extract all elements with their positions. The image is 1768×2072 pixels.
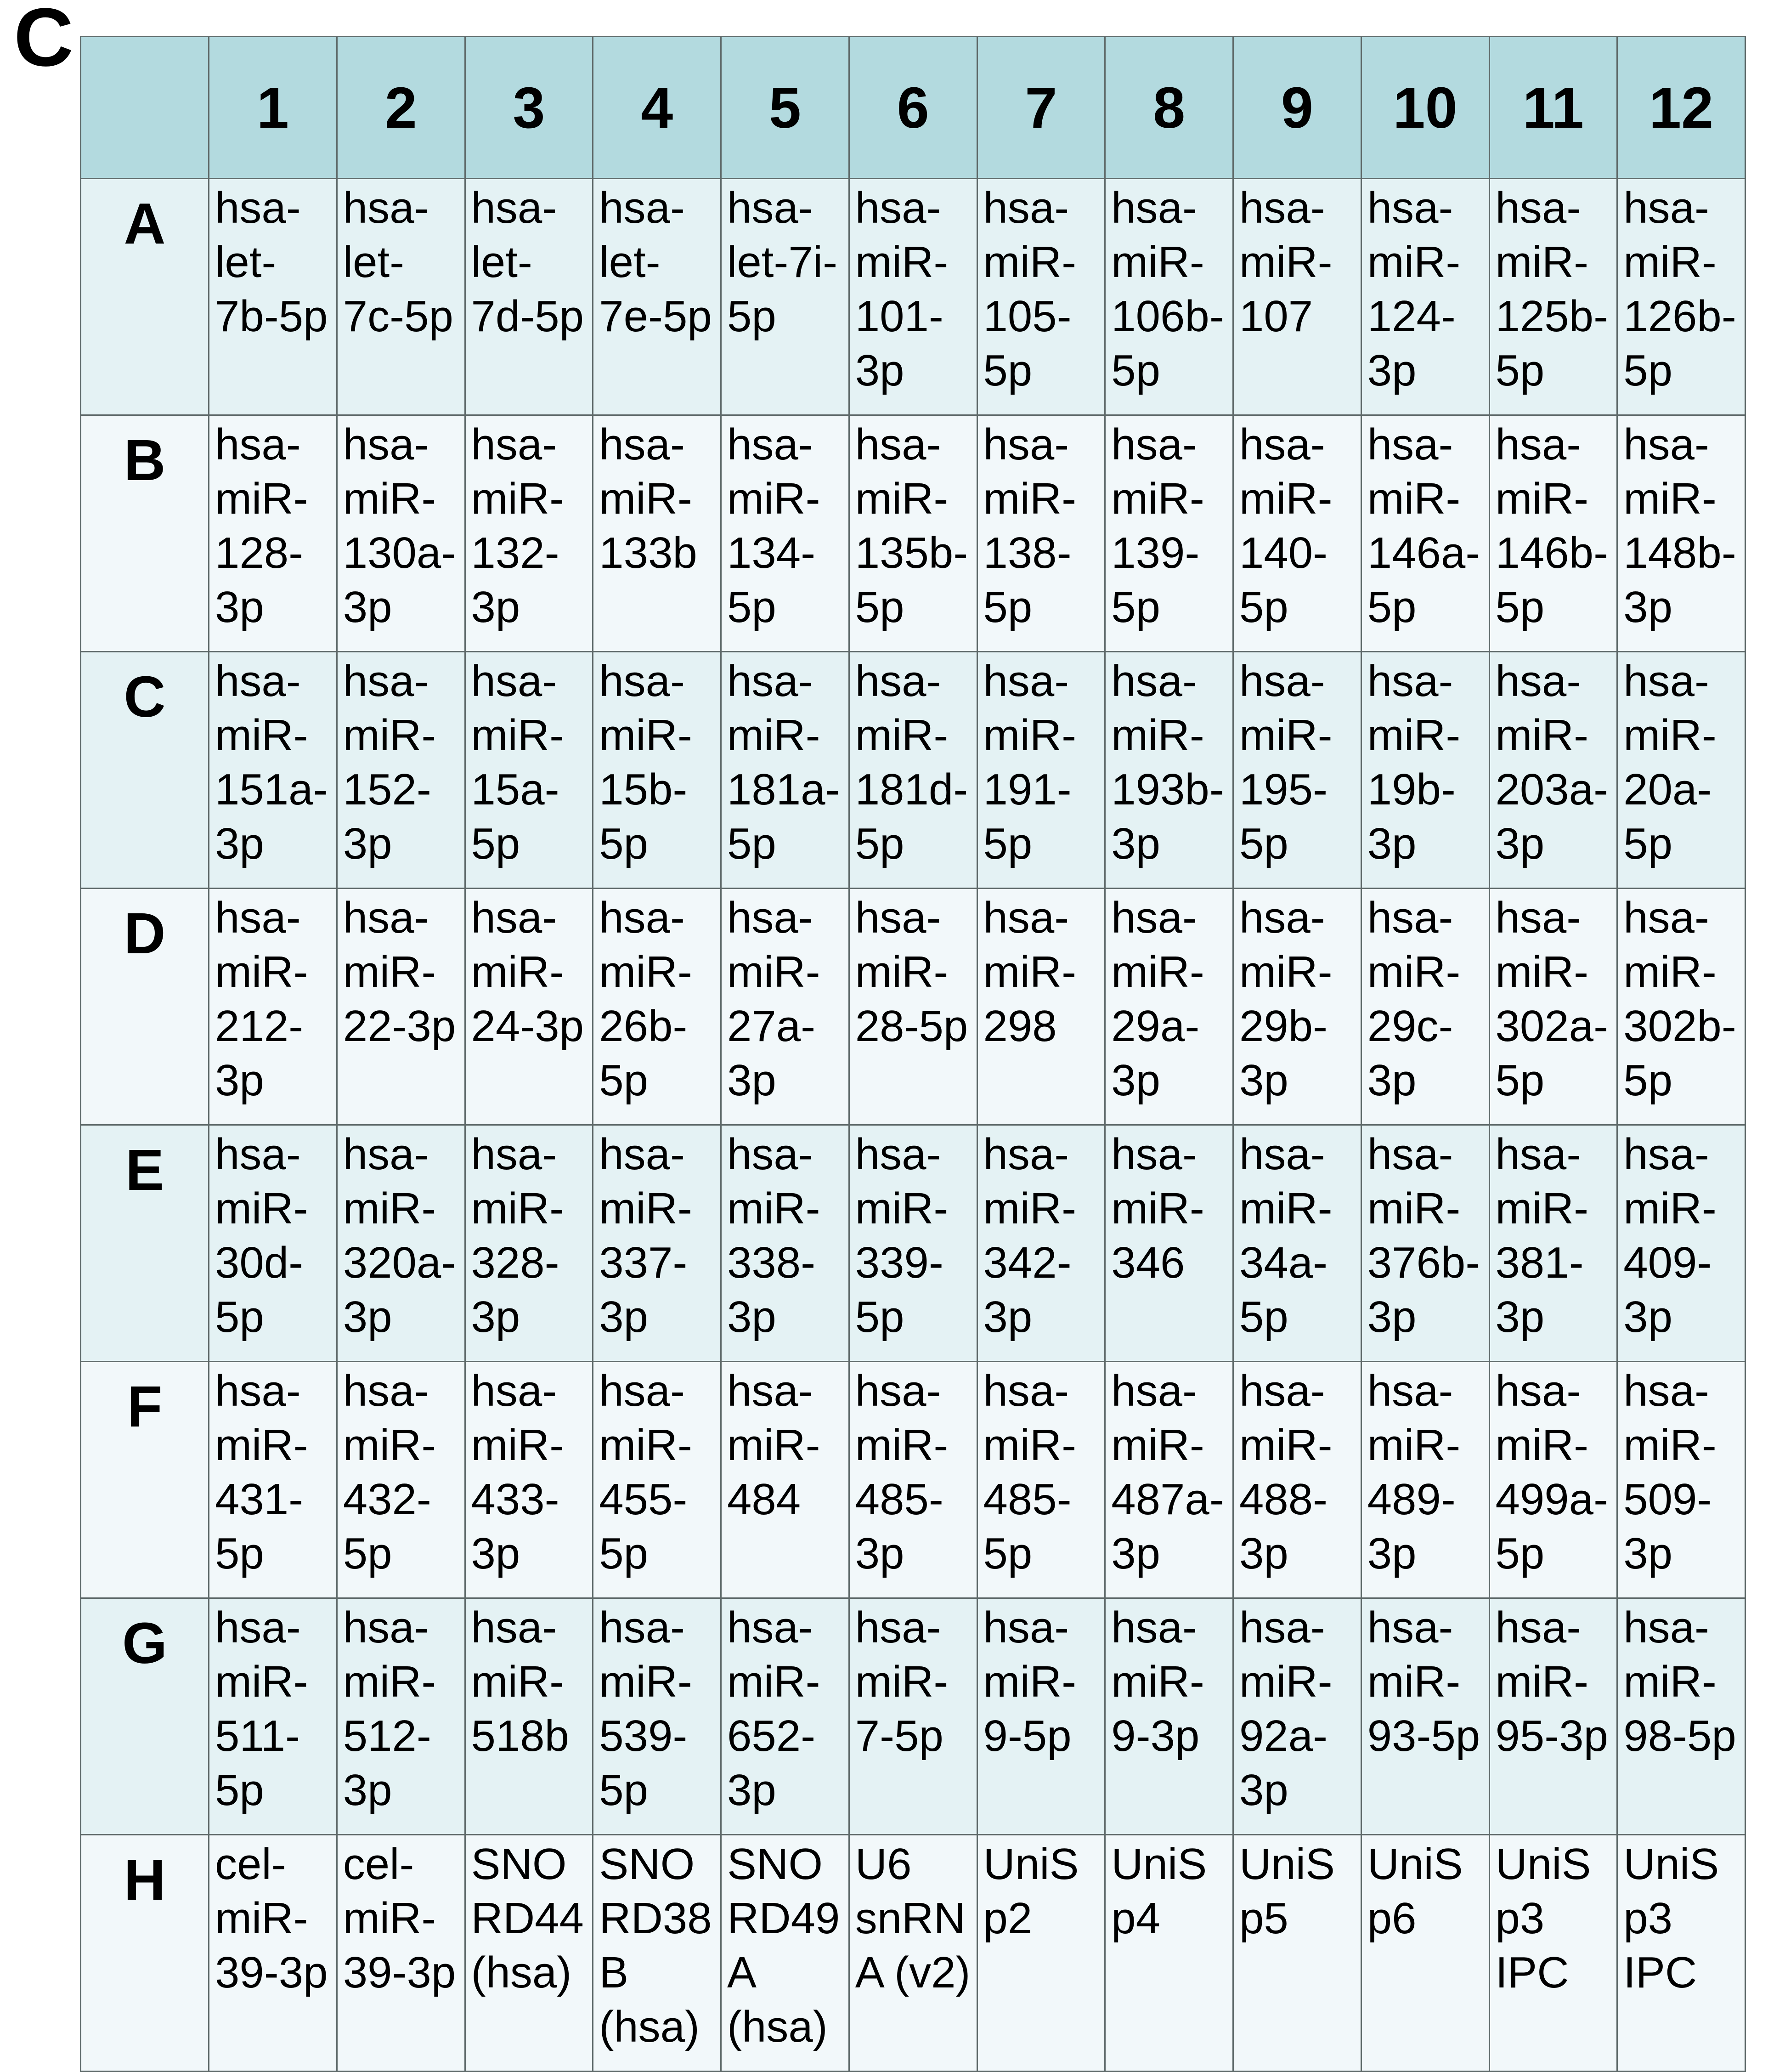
column-header-6: 6 (849, 37, 977, 179)
plate-row-E (81, 1125, 1745, 1362)
well-F4 (593, 1362, 721, 1598)
well-label: cel- miR- 39-3p (343, 1840, 456, 1997)
well-G10 (1361, 1598, 1489, 1835)
well-D3 (465, 889, 593, 1125)
well-label: hsa- miR- 152- 3p (343, 657, 436, 868)
well-label: UniS p4 (1111, 1840, 1207, 1943)
well-label: hsa- miR- 138- 5p (983, 420, 1077, 632)
well-label: hsa- miR- 133b (599, 420, 697, 577)
well-label: hsa- miR- 337- 3p (599, 1130, 692, 1342)
well-label: hsa- miR- 298 (983, 893, 1077, 1051)
well-label: hsa- miR- 7-5p (855, 1603, 949, 1761)
well-F1 (209, 1362, 337, 1598)
well-F3 (465, 1362, 593, 1598)
well-F8 (1105, 1362, 1233, 1598)
well-label: hsa- miR- 9-5p (983, 1603, 1077, 1761)
well-label: hsa- miR- 409- 3p (1623, 1130, 1717, 1342)
well-label: hsa- miR- 489- 3p (1367, 1366, 1461, 1578)
well-D12 (1617, 889, 1745, 1125)
column-header-11: 11 (1489, 37, 1617, 179)
row-label-H: H (81, 1835, 209, 2072)
well-label: hsa- miR- 338- 3p (727, 1130, 820, 1342)
well-label: UniS p3 IPC (1495, 1840, 1591, 1997)
well-label: hsa- miR- 302a- 5p (1495, 893, 1609, 1105)
well-C4 (593, 652, 721, 889)
well-G5 (721, 1598, 849, 1835)
well-C9 (1233, 652, 1361, 889)
column-header-4: 4 (593, 37, 721, 179)
well-label: hsa- let- 7b-5p (215, 183, 328, 341)
well-E5 (721, 1125, 849, 1362)
well-label: hsa- miR- 342- 3p (983, 1130, 1077, 1342)
plate-row-D (81, 889, 1745, 1125)
well-label: hsa- miR- 9-3p (1111, 1603, 1204, 1761)
well-label: hsa- miR- 485- 5p (983, 1366, 1077, 1578)
plate-row-G (81, 1598, 1745, 1835)
well-label: hsa- miR- 15a- 5p (471, 657, 565, 868)
well-label: hsa- miR- 518b (471, 1603, 570, 1761)
well-H12 (1617, 1835, 1745, 2072)
well-H6 (849, 1835, 977, 2072)
well-B4 (593, 415, 721, 652)
well-A9 (1233, 179, 1361, 415)
well-A1 (209, 179, 337, 415)
well-label: hsa- miR- 139- 5p (1111, 420, 1204, 632)
column-header-3: 3 (465, 37, 593, 179)
well-label: cel- miR- 39-3p (215, 1840, 328, 1997)
well-H8 (1105, 1835, 1233, 2072)
well-label: hsa- miR- 19b- 3p (1367, 657, 1461, 868)
well-label: hsa- miR- 126b- 5p (1623, 183, 1736, 395)
well-label: hsa- miR- 134- 5p (727, 420, 820, 632)
well-A7 (977, 179, 1105, 415)
well-label: hsa- miR- 512- 3p (343, 1603, 436, 1815)
well-G8 (1105, 1598, 1233, 1835)
well-label: hsa- miR- 151a- 3p (215, 657, 328, 868)
well-G1 (209, 1598, 337, 1835)
well-label: hsa- miR- 146b- 5p (1495, 420, 1609, 632)
well-C8 (1105, 652, 1233, 889)
well-F11 (1489, 1362, 1617, 1598)
well-A3 (465, 179, 593, 415)
well-label: hsa- miR- 193b- 3p (1111, 657, 1224, 868)
well-D7 (977, 889, 1105, 1125)
well-H1 (209, 1835, 337, 2072)
row-label-F: F (81, 1362, 209, 1598)
well-label: hsa- miR- 26b- 5p (599, 893, 692, 1105)
well-F12 (1617, 1362, 1745, 1598)
well-E1 (209, 1125, 337, 1362)
well-label: hsa- miR- 130a- 3p (343, 420, 456, 632)
well-A12 (1617, 179, 1745, 415)
well-A8 (1105, 179, 1233, 415)
well-label: UniS p6 (1367, 1840, 1463, 1943)
column-header-8: 8 (1105, 37, 1233, 179)
well-D2 (337, 889, 465, 1125)
well-A6 (849, 179, 977, 415)
row-label-E: E (81, 1125, 209, 1362)
well-label: hsa- miR- 98-5p (1623, 1603, 1736, 1761)
well-label: hsa- miR- 339- 5p (855, 1130, 949, 1342)
well-B8 (1105, 415, 1233, 652)
well-B10 (1361, 415, 1489, 652)
column-header-1: 1 (209, 37, 337, 179)
well-C5 (721, 652, 849, 889)
well-label: hsa- miR- 487a- 3p (1111, 1366, 1224, 1578)
well-E10 (1361, 1125, 1489, 1362)
well-label: hsa- miR- 499a- 5p (1495, 1366, 1609, 1578)
well-H10 (1361, 1835, 1489, 2072)
row-label-B: B (81, 415, 209, 652)
plate-row-A (81, 179, 1745, 415)
well-A4 (593, 179, 721, 415)
well-A2 (337, 179, 465, 415)
well-D6 (849, 889, 977, 1125)
well-C1 (209, 652, 337, 889)
column-header-row (81, 37, 1745, 179)
well-label: SNO RD38 B (hsa) (599, 1840, 712, 2051)
well-label: hsa- miR- 15b- 5p (599, 657, 692, 868)
well-label: hsa- miR- 34a- 5p (1239, 1130, 1333, 1342)
well-label: hsa- miR- 124- 3p (1367, 183, 1461, 395)
well-A10 (1361, 179, 1489, 415)
well-E4 (593, 1125, 721, 1362)
well-label: hsa- miR- 181d- 5p (855, 657, 968, 868)
well-label: SNO RD44 (hsa) (471, 1840, 584, 1997)
well-label: hsa- miR- 191- 5p (983, 657, 1077, 868)
row-label-G: G (81, 1598, 209, 1835)
well-H2 (337, 1835, 465, 2072)
row-label-A: A (81, 179, 209, 415)
well-F5 (721, 1362, 849, 1598)
well-label: hsa- miR- 346 (1111, 1130, 1204, 1287)
well-B7 (977, 415, 1105, 652)
well-label: hsa- miR- 95-3p (1495, 1603, 1609, 1761)
well-H9 (1233, 1835, 1361, 2072)
well-H7 (977, 1835, 1105, 2072)
well-C12 (1617, 652, 1745, 889)
well-D9 (1233, 889, 1361, 1125)
well-B12 (1617, 415, 1745, 652)
well-label: hsa- let- 7e-5p (599, 183, 712, 341)
row-label-D: D (81, 889, 209, 1125)
well-E6 (849, 1125, 977, 1362)
well-label: U6 snRN A (v2) (855, 1840, 971, 1997)
well-label: hsa- miR- 328- 3p (471, 1130, 565, 1342)
well-label: hsa- miR- 92a- 3p (1239, 1603, 1333, 1815)
panel-label: C (14, 0, 73, 84)
well-F9 (1233, 1362, 1361, 1598)
well-C10 (1361, 652, 1489, 889)
plate-body (81, 179, 1745, 2072)
well-D10 (1361, 889, 1489, 1125)
well-D1 (209, 889, 337, 1125)
well-C6 (849, 652, 977, 889)
well-label: hsa- miR- 29c- 3p (1367, 893, 1461, 1105)
well-label: hsa- miR- 432- 5p (343, 1366, 436, 1578)
well-label: hsa- miR- 132- 3p (471, 420, 565, 632)
well-B11 (1489, 415, 1617, 652)
well-label: hsa- miR- 140- 5p (1239, 420, 1333, 632)
well-label: hsa- miR- 320a- 3p (343, 1130, 456, 1342)
well-label: hsa- miR- 381- 3p (1495, 1130, 1589, 1342)
well-label: hsa- miR- 146a- 5p (1367, 420, 1480, 632)
well-E11 (1489, 1125, 1617, 1362)
well-label: UniS p3 IPC (1623, 1840, 1719, 1997)
well-G6 (849, 1598, 977, 1835)
well-G7 (977, 1598, 1105, 1835)
corner-cell (81, 37, 209, 179)
well-label: hsa- miR- 93-5p (1367, 1603, 1480, 1761)
well-label: hsa- miR- 24-3p (471, 893, 584, 1051)
well-label: UniS p2 (983, 1840, 1079, 1943)
well-E8 (1105, 1125, 1233, 1362)
well-label: hsa- miR- 181a- 5p (727, 657, 840, 868)
well-C2 (337, 652, 465, 889)
well-label: hsa- miR- 203a- 3p (1495, 657, 1609, 868)
well-label: hsa- miR- 509- 3p (1623, 1366, 1717, 1578)
well-G4 (593, 1598, 721, 1835)
well-C3 (465, 652, 593, 889)
well-label: hsa- miR- 29a- 3p (1111, 893, 1204, 1105)
well-F2 (337, 1362, 465, 1598)
well-A11 (1489, 179, 1617, 415)
well-H3 (465, 1835, 593, 2072)
well-label: hsa- miR- 22-3p (343, 893, 456, 1051)
plate-row-F (81, 1362, 1745, 1598)
well-C11 (1489, 652, 1617, 889)
well-E2 (337, 1125, 465, 1362)
plate-row-H (81, 1835, 1745, 2072)
well-H5 (721, 1835, 849, 2072)
well-label: hsa- miR- 652- 3p (727, 1603, 820, 1815)
well-E12 (1617, 1125, 1745, 1362)
well-label: hsa- miR- 107 (1239, 183, 1333, 341)
well-label: hsa- miR- 148b- 3p (1623, 420, 1736, 632)
well-D8 (1105, 889, 1233, 1125)
well-label: hsa- miR- 212- 3p (215, 893, 308, 1105)
well-label: hsa- miR- 29b- 3p (1239, 893, 1333, 1105)
well-H11 (1489, 1835, 1617, 2072)
well-F7 (977, 1362, 1105, 1598)
well-E3 (465, 1125, 593, 1362)
well-B3 (465, 415, 593, 652)
well-D11 (1489, 889, 1617, 1125)
well-B6 (849, 415, 977, 652)
well-label: hsa- miR- 30d- 5p (215, 1130, 308, 1342)
well-B2 (337, 415, 465, 652)
column-header-7: 7 (977, 37, 1105, 179)
plate-row-C (81, 652, 1745, 889)
well-B1 (209, 415, 337, 652)
well-label: UniS p5 (1239, 1840, 1335, 1943)
column-header-2: 2 (337, 37, 465, 179)
well-A5 (721, 179, 849, 415)
well-G12 (1617, 1598, 1745, 1835)
well-label: hsa- miR- 195- 5p (1239, 657, 1333, 868)
well-label: hsa- miR- 302b- 5p (1623, 893, 1736, 1105)
well-G9 (1233, 1598, 1361, 1835)
well-label: hsa- miR- 431- 5p (215, 1366, 308, 1578)
well-E9 (1233, 1125, 1361, 1362)
well-label: hsa- let- 7c-5p (343, 183, 453, 341)
plate-row-B (81, 415, 1745, 652)
well-H4 (593, 1835, 721, 2072)
well-label: hsa- miR- 455- 5p (599, 1366, 692, 1578)
well-label: hsa- miR- 128- 3p (215, 420, 308, 632)
well-label: hsa- miR- 28-5p (855, 893, 968, 1051)
well-F10 (1361, 1362, 1489, 1598)
well-G3 (465, 1598, 593, 1835)
well-label: hsa- miR- 106b- 5p (1111, 183, 1224, 395)
well-label: hsa- let-7i- 5p (727, 183, 838, 341)
well-label: SNO RD49 A (hsa) (727, 1840, 840, 2051)
well-E7 (977, 1125, 1105, 1362)
well-label: hsa- miR- 125b- 5p (1495, 183, 1609, 395)
well-F6 (849, 1362, 977, 1598)
well-D4 (593, 889, 721, 1125)
well-label: hsa- miR- 433- 3p (471, 1366, 565, 1578)
well-B5 (721, 415, 849, 652)
well-label: hsa- miR- 485- 3p (855, 1366, 949, 1578)
well-D5 (721, 889, 849, 1125)
well-label: hsa- miR- 511- 5p (215, 1603, 308, 1815)
well-label: hsa- miR- 101- 3p (855, 183, 949, 395)
well-B9 (1233, 415, 1361, 652)
well-label: hsa- miR- 488- 3p (1239, 1366, 1333, 1578)
well-label: hsa- miR- 484 (727, 1366, 820, 1524)
well-label: hsa- miR- 27a- 3p (727, 893, 820, 1105)
plate-layout-table (80, 36, 1746, 2072)
well-label: hsa- miR- 135b- 5p (855, 420, 968, 632)
well-G11 (1489, 1598, 1617, 1835)
well-label: hsa- miR- 105- 5p (983, 183, 1077, 395)
well-label: hsa- miR- 20a- 5p (1623, 657, 1717, 868)
well-label: hsa- miR- 376b- 3p (1367, 1130, 1480, 1342)
column-header-9: 9 (1233, 37, 1361, 179)
well-G2 (337, 1598, 465, 1835)
column-header-5: 5 (721, 37, 849, 179)
column-header-12: 12 (1617, 37, 1745, 179)
well-C7 (977, 652, 1105, 889)
well-label: hsa- miR- 539- 5p (599, 1603, 692, 1815)
row-label-C: C (81, 652, 209, 889)
well-label: hsa- let- 7d-5p (471, 183, 584, 341)
column-header-10: 10 (1361, 37, 1489, 179)
